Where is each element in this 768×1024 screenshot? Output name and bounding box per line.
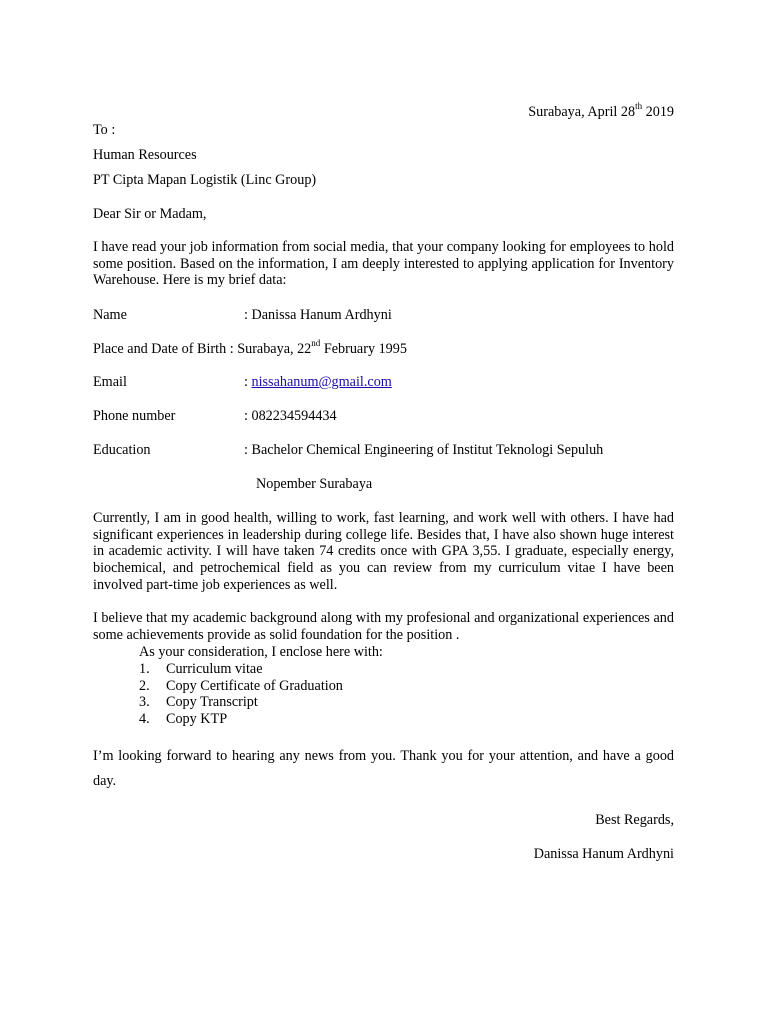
email-colon: :: [244, 374, 252, 390]
email-link[interactable]: nissahanum@gmail.com: [251, 374, 392, 390]
birth-ordinal-suffix: nd: [311, 338, 321, 349]
best-regards: Best Regards,: [595, 812, 674, 828]
list-item: Copy Transcript: [166, 694, 258, 711]
phone-label: Phone number: [93, 408, 176, 424]
birth-value: : Surabaya, 22: [226, 341, 312, 357]
education-value-line2: Nopember Surabaya: [256, 476, 373, 492]
birth-row: [93, 338, 407, 358]
list-item: Curriculum vitae: [166, 661, 263, 677]
date-year: 2019: [642, 104, 674, 120]
list-item-number: 3.: [139, 694, 150, 711]
birth-label: Place and Date of Birth: [93, 341, 227, 357]
intro-paragraph: I have read your job information from social media, that your company looking for employees to hold some position. Based on the information, I am deeply interested to applying application for Inventory Warehouse. Here is my brief data:: [93, 239, 674, 289]
recipient-department: Human Resources: [93, 147, 197, 163]
list-item-number: 1.: [139, 661, 150, 677]
recipient-to-label: To :: [93, 122, 116, 138]
recipient-company: PT Cipta Mapan Logistik (Linc Group): [93, 172, 317, 188]
salutation: Dear Sir or Madam,: [93, 206, 207, 222]
education-value-line1: : Bachelor Chemical Engineering of Institut Teknologi Sepuluh: [244, 442, 604, 458]
closing-paragraph: I’m looking forward to hearing any news from you. Thank you for your attention, and have a good day.: [93, 748, 674, 789]
email-label: Email: [93, 374, 127, 390]
signature-name: Danissa Hanum Ardhyni: [533, 846, 674, 862]
name-label: Name: [93, 307, 127, 323]
health-experience-paragraph: Currently, I am in good health, willing to work, fast learning, and work well with others. I have had significant experiences in leadership during college life. Besides that, I have also shown huge interest in academic activity. I will have taken 74 credits once with GPA 3,55. I graduate, especially energy, biochemical, and petrochemical field as you can review from my curriculum vitae I have been involved part-time job experiences as well.: [93, 510, 674, 593]
background-paragraph: I believe that my academic background along with my profesional and organizational experiences and some achievements provide as solid foundation for the position .: [93, 610, 674, 643]
education-label: Education: [93, 442, 151, 458]
date-ordinal-suffix: th: [635, 101, 643, 112]
birth-value-rest: February 1995: [320, 341, 407, 357]
list-item-number: 2.: [139, 677, 150, 694]
email-row: [244, 374, 392, 391]
list-item: Copy Certificate of Graduation: [166, 677, 343, 694]
date-text: Surabaya, April 28: [528, 104, 636, 120]
enclosure-intro: As your consideration, I enclose here with:: [139, 644, 383, 660]
name-value: : Danissa Hanum Ardhyni: [244, 307, 392, 323]
letter-date: [528, 101, 674, 121]
list-item: Copy KTP: [166, 711, 228, 728]
list-item-number: 4.: [139, 711, 150, 728]
phone-value: : 082234594434: [244, 408, 337, 424]
